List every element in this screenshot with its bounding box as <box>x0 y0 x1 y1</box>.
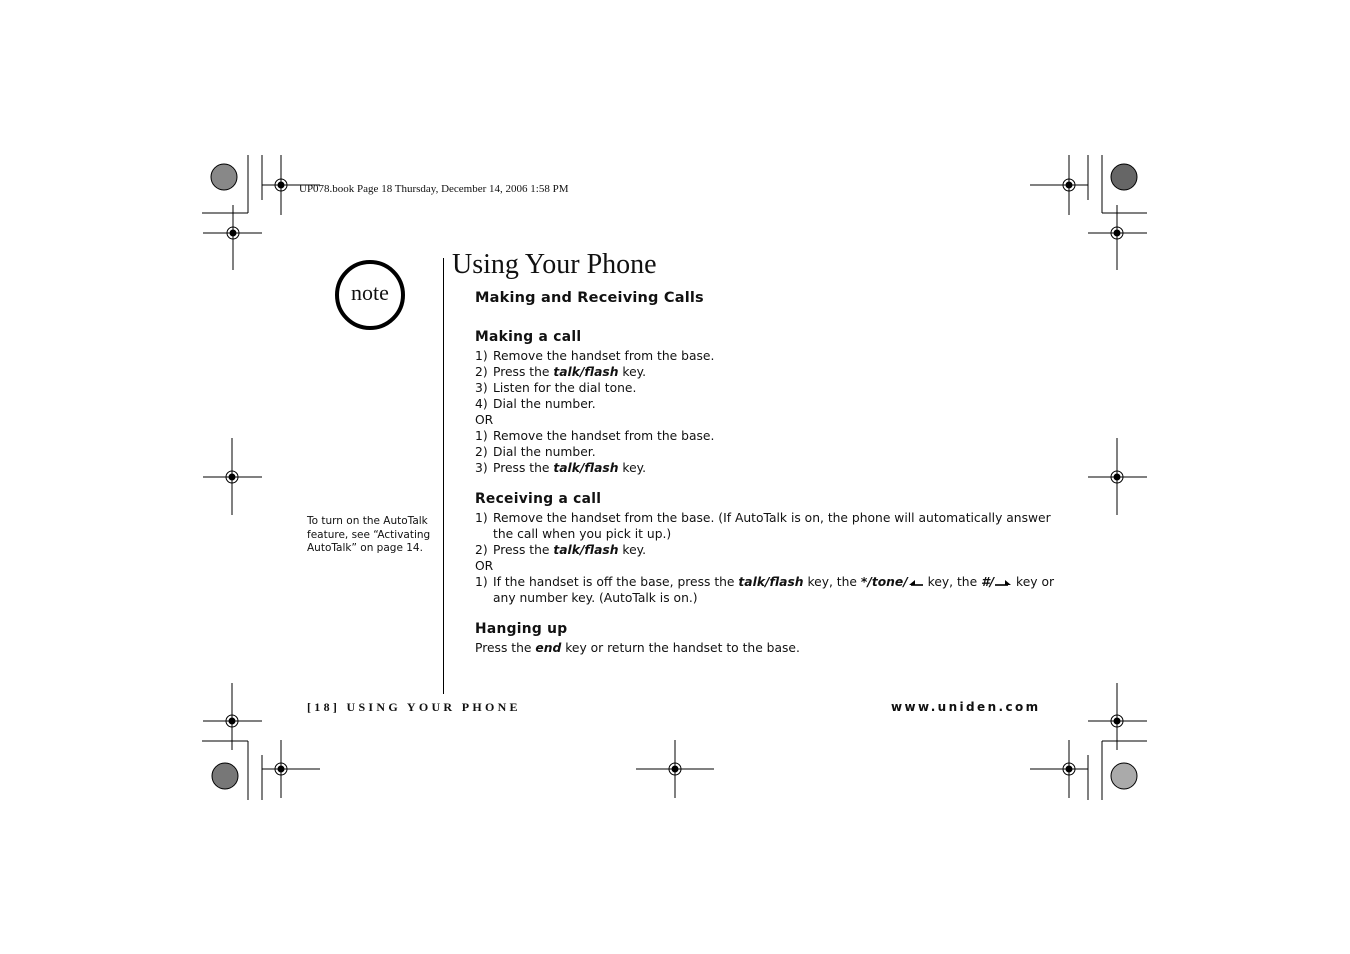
footer-website: www.uniden.com <box>891 700 1041 714</box>
or-separator: OR <box>475 559 494 573</box>
list-item: 1) Remove the handset from the base. (If AutoTalk is on, the phone will automatically answer the call when you pick it up.) <box>475 511 1051 541</box>
side-note: To turn on the AutoTalk feature, see “Activating AutoTalk” on page 14. <box>307 515 431 554</box>
list-item: 1) If the handset is off the base, press the talk/flash key, the */tone/ key, the #/ key or any number key. (AutoTalk is on.) <box>475 575 1055 605</box>
receiving-call-heading: Receiving a call <box>475 491 602 507</box>
star-tone-key: */tone/ <box>860 575 908 589</box>
list-item: 4) Dial the number. <box>475 397 596 411</box>
page-footer-label: [18] USING YOUR PHONE <box>307 700 521 714</box>
list-item: 1) Remove the handset from the base. <box>475 429 715 443</box>
pound-key: #/ <box>981 575 995 589</box>
end-key: end <box>535 641 562 655</box>
color-target-icon <box>1111 164 1137 190</box>
color-target-icon <box>1111 763 1137 789</box>
arrow-right-icon <box>994 579 1012 587</box>
list-item: 3) Listen for the dial tone. <box>475 381 637 395</box>
column-divider <box>443 258 444 694</box>
note-icon <box>335 260 405 330</box>
list-item: 2) Press the talk/flash key. <box>475 543 647 557</box>
print-header-info: UP078.book Page 18 Thursday, December 14, 2006 1:58 PM <box>299 183 569 195</box>
talk-flash-key: talk/flash <box>553 365 619 379</box>
note-label: note <box>351 280 389 305</box>
making-call-heading: Making a call <box>475 329 582 345</box>
arrow-left-icon <box>908 579 924 587</box>
color-target-icon <box>212 763 238 789</box>
or-separator: OR <box>475 413 494 427</box>
list-item: 1) Remove the handset from the base. <box>475 349 715 363</box>
list-item: 3) Press the talk/flash key. <box>475 461 647 475</box>
color-target-icon <box>211 164 237 190</box>
hanging-up-text: Press the end key or return the handset to the base. <box>475 641 800 655</box>
main-content <box>475 328 1055 656</box>
hanging-up-heading: Hanging up <box>475 621 568 637</box>
talk-flash-key: talk/flash <box>738 575 804 589</box>
list-item: 2) Dial the number. <box>475 445 596 459</box>
page-title: Using Your Phone <box>452 249 657 280</box>
talk-flash-key: talk/flash <box>553 461 619 475</box>
talk-flash-key: talk/flash <box>553 543 619 557</box>
section-title: Making and Receiving Calls <box>475 290 704 306</box>
list-item: 2) Press the talk/flash key. <box>475 365 647 379</box>
